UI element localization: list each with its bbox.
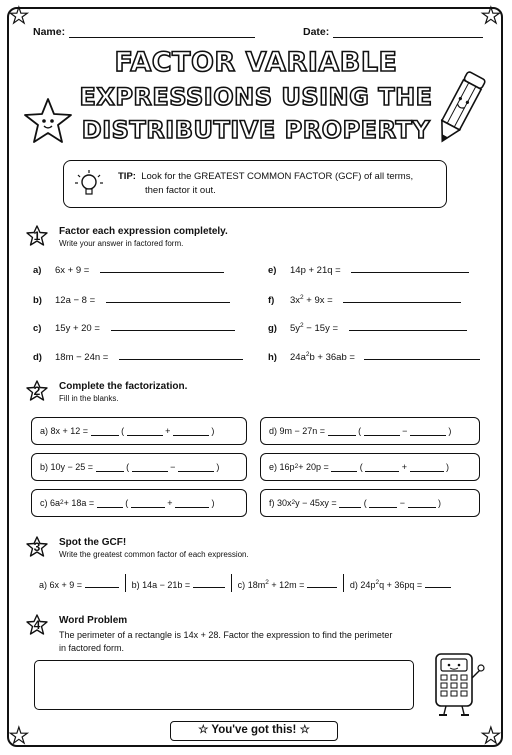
title-line-2: EXPRESSIONS USING THE [79,83,433,111]
answer-line[interactable] [100,263,224,273]
answer-line[interactable] [349,321,467,331]
date-label: Date: [303,26,330,38]
section-4-number: 4 [33,618,41,632]
question-1g: g) $5y^2 - 15y$ = [268,321,467,334]
section-4-badge [26,614,48,636]
star-icon: ☆ [198,724,209,736]
answer-line[interactable] [364,350,480,360]
question-1a: a) 6x + 9 = [33,263,224,276]
answer-line[interactable] [111,321,235,331]
section-1-subtitle: Write your answer in factored form. [59,239,184,248]
question-2f: f) 30x 2 y − 45xy = ( − ) [260,489,480,517]
question-1f: f) $3x^2 + 9x$ = [268,293,461,306]
answer-line[interactable] [343,293,461,303]
tip-text-line-2: then factor it out. [145,185,216,196]
answer-line[interactable] [119,350,243,360]
answer-line[interactable] [106,293,230,303]
question-1c: c) 15y + 20 = [33,321,235,334]
word-problem-answer-box[interactable] [34,660,414,710]
question-3a: a) 6x + 9 = [33,578,125,592]
gcf-row [33,578,457,592]
encouragement-banner [170,721,338,741]
question-2d: d) 9m − 27n = ( − ) [260,417,480,445]
question-1e: e) 14p + 21q = [268,263,469,276]
section-3-number: 3 [33,540,41,554]
section-1-title: Factor each expression completely. [59,226,228,237]
answer-line[interactable] [351,263,469,273]
section-2-subtitle: Fill in the blanks. [59,394,119,403]
section-1-number: 1 [33,229,41,243]
star-icon: ★ [481,4,501,29]
pencil-icon [432,66,490,150]
section-2-title: Complete the factorization. [59,381,188,392]
section-2-badge [26,380,48,402]
section-3-badge [26,536,48,558]
tip-label: TIP: [118,171,136,182]
question-1b: b) 12a − 8 = [33,293,230,306]
star-mascot-icon [20,96,76,146]
section-3-title: Spot the GCF! [59,537,127,548]
name-label: Name: [33,26,66,38]
name-field[interactable] [33,26,255,38]
question-3b: b) 14a − 21b = [126,578,231,592]
question-2a: a) 8x + 12 = ( + ) [31,417,247,445]
lightbulb-icon [74,169,104,199]
section-4-title: Word Problem [59,615,128,626]
section-1-badge [26,225,48,247]
star-icon: ★ [481,724,501,749]
title-line-3: DISTRIBUTIVE PROPERTY [81,116,431,144]
word-problem-line-1: The perimeter of a rectangle is 14x + 28. Factor the expression to find the perimeter [59,630,393,640]
question-3d: d) $24p^2q + 36pq$ = [344,578,457,592]
star-icon: ★ [9,724,29,749]
tip-text [118,170,438,198]
question-3c: c) $18m^2 + 12m$ = [232,578,343,592]
question-2c: c) 6a 2 + 18a = ( + ) [31,489,247,517]
date-field[interactable] [303,26,483,38]
section-3-subtitle: Write the greatest common factor of each expression. [59,550,249,559]
calculator-icon [428,650,488,720]
question-1d: d) 18m − 24n = [33,350,243,363]
question-1h: h) $24a^2b + 36ab$ = [268,350,480,363]
question-2b: b) 10y − 25 = ( − ) [31,453,247,481]
word-problem-line-2: in factored form. [59,643,125,653]
title-line-1: FACTOR VARIABLE [114,47,398,78]
star-icon: ☆ [299,724,310,736]
section-2-number: 2 [33,384,41,398]
banner-text: You've got this! [211,724,297,736]
tip-text-line-1: Look for the GREATEST COMMON FACTOR (GCF) of all terms, [141,171,414,182]
tip-box [63,160,447,208]
question-2e: e) 16p 2 + 20p = ( + ) [260,453,480,481]
star-icon: ★ [9,4,29,29]
